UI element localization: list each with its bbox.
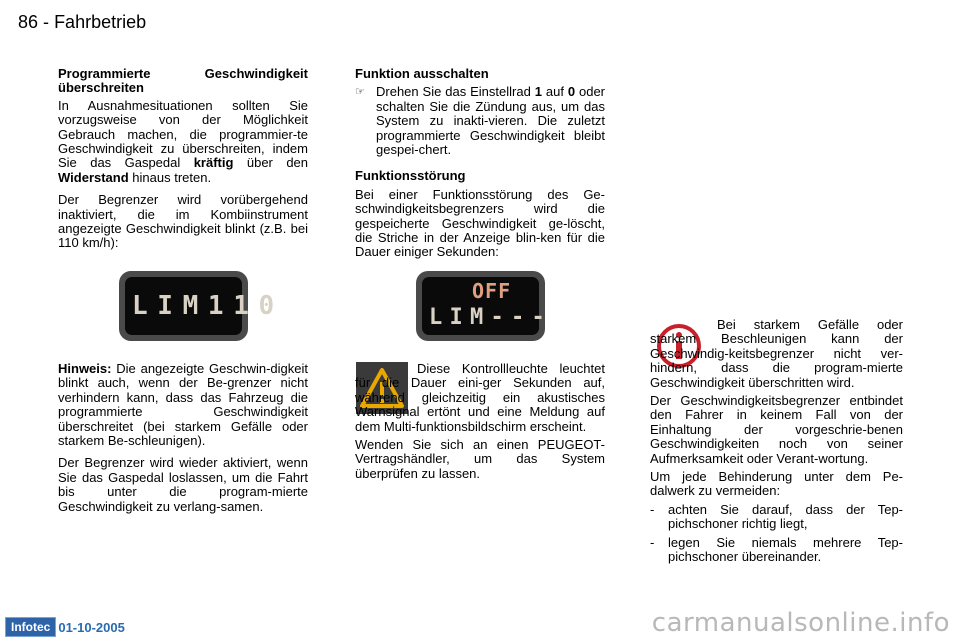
text-bold: Widerstand [58,169,129,185]
text: auf [541,84,568,100]
column-middle-lower [355,362,605,489]
text: hinaus treten. [128,169,212,185]
text: In Ausnahmesituationen sollten Sie vorzugsweise von der Möglichkeit Gebrauch machen, die programmier-te Geschwindigkeit zu überschreiten, indem Sie das Gaspedal [58,97,308,171]
section-heading-exceed: Programmierte Geschwindigkeit überschreiten [58,66,308,96]
column-left-lower [58,362,308,522]
warning-paragraph: Diese Kontrollleuchte leuchtet für die Dauer eini-ger Sekunden auf, während gleichzeitig ein akustisches Warnsignal ertönt und eine Meldung auf dem Multi-funktionsbildschirm erscheint. [355,361,605,434]
footer [5,618,125,636]
hand-pointer-icon: ☞ [355,86,365,99]
note-paragraph [58,362,308,448]
column-left [58,67,308,259]
list-item [355,85,605,157]
page-title: Fahrbetrieb [54,12,147,32]
display-text: L I M 1 1 0 [132,291,272,321]
text-bold: kräftig [193,155,234,171]
paragraph-dealer: Wenden Sie sich an einen PEUGEOT-Vertragshändler, um das System überprüfen zu lassen. [355,437,605,481]
paragraph-inactive: Der Begrenzer wird vorübergehend inaktiviert, die im Kombiinstrument angezeigte Geschwindigkeit blinkt (z.B. bei 110 km/h): [58,192,308,251]
display-off-text: OFF [472,279,512,303]
info-paragraph: Bei starkem Gefälle oder starkem Beschleunigen kann der Geschwindig-keitsbegrenzer nicht ver-hindern, dass die program-mierte Geschwindigkeit überschritten wird. [650,317,903,390]
list-dash: - [650,534,655,550]
paragraph-malfunction: Bei einer Funktionsstörung des Ge-schwindigkeitsbegrenzers wird die gespeicherte Geschwindigkeit ge-löscht, die Striche in der Anzeige blin-ken für die Dauer einiger Sekunden: [355,186,605,260]
section-heading-off: Funktion ausschalten [355,66,489,81]
header-separator: - [43,12,50,32]
list-item [650,503,903,532]
list-dash: - [650,501,655,517]
text: Drehen Sie das Einstellrad [376,84,535,100]
list-item [650,536,903,565]
display-lim-dashes: L I M - - - [429,305,542,330]
display-lim-110 [119,271,272,341]
list-item-text: achten Sie darauf, dass der Tep-pichschoner richtig liegt, [668,501,903,532]
paragraph-reactivated: Der Begrenzer wird wieder aktiviert, wenn Sie das Gaspedal loslassen, um die Fahrt bis unter die program-mierte Geschwindigkeit zu verlang-samen. [58,455,308,514]
note-label: Hinweis: [58,361,112,376]
watermark: carmanualsonline.info [651,608,950,638]
paragraph-exceed [58,99,308,185]
footer-date: 01-10-2005 [58,619,125,635]
section-heading-malfunction: Funktionsstörung [355,168,466,184]
text-bold: 1 [534,84,542,100]
page-number: 86 [18,12,39,32]
column-right [650,318,903,569]
page-header [18,12,146,33]
list-item-text: legen Sie niemals mehrere Tep-pichschoner übereinander. [668,534,903,565]
column-middle [355,67,605,268]
text-bold: 0 [567,84,576,100]
infotec-badge: Infotec [5,617,56,637]
paragraph-pedals: Um jede Behinderung unter dem Pe-dalwerk zu vermeiden: [650,469,903,499]
paragraph-responsibility: Der Geschwindigkeitsbegrenzer entbindet den Fahrer in keinem Fall von der Einhaltung der vorgeschrie-benen Geschwindigkeiten noch von seiner Aufmerksamkeit oder Verant-wortung. [650,393,903,466]
display-screen [125,277,272,335]
text: oder schalten Sie die Zündung aus, um das System zu inakti-vieren. Die zuletzt programmierte Geschwindigkeit bleibt gespei-chert. [376,84,606,158]
text: über den [233,155,309,171]
note-text: Die angezeigte Geschwin-digkeit blinkt auch, wenn der Be-grenzer nicht verhindern kann, dass das Fahrzeug die programmierte Geschwindigkeit überschreitet (bei starkem Gefälle oder starkem Be-schleunigen). [58,361,308,449]
display-off [416,271,545,341]
display-screen [422,277,542,335]
list-item-text [376,85,605,157]
